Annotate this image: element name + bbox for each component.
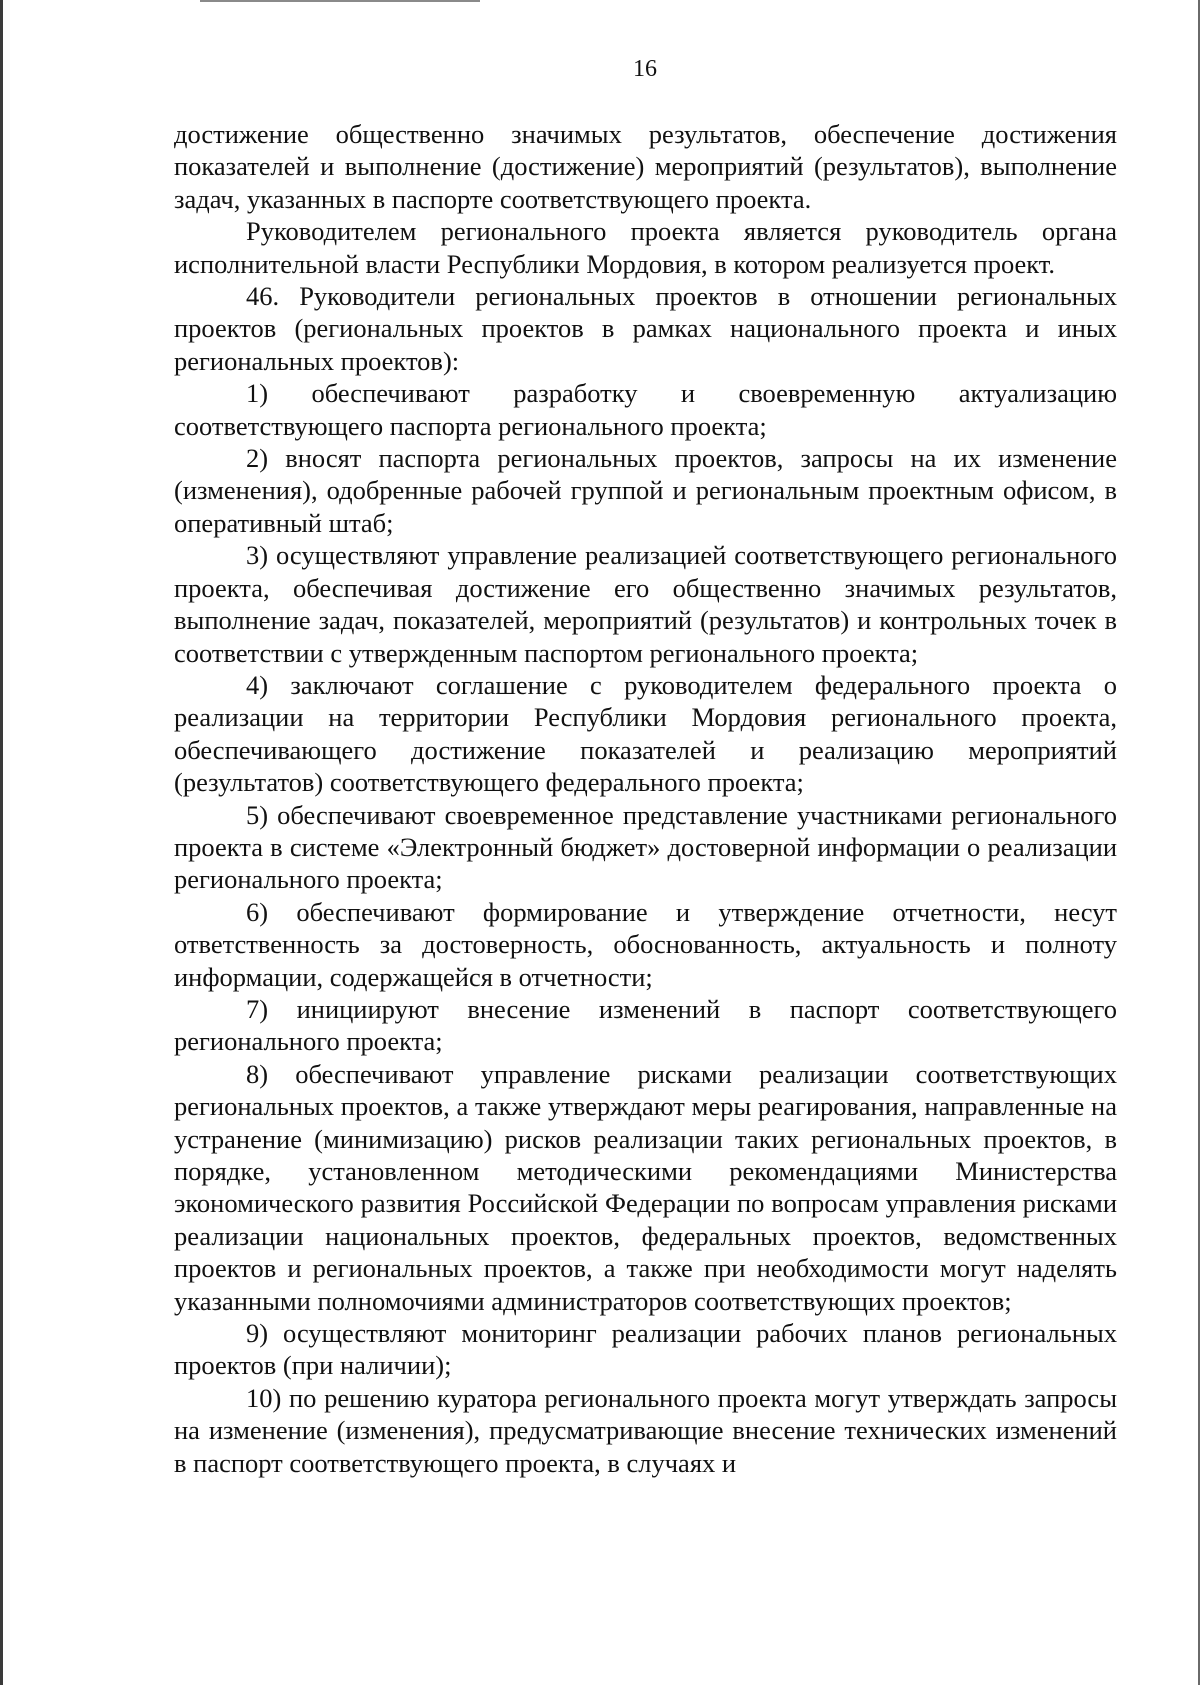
paragraph: 4) заключают соглашение с руководителем федерального проекта о реализации на территории Республики Мордовия регионального проекта, обеспечивающего достижение показателей и реализацию мероприятий (результатов) соответствующего федерального проекта; bbox=[174, 669, 1117, 798]
paragraph: 7) инициируют внесение изменений в паспорт соответствующего регионального проекта; bbox=[174, 993, 1117, 1057]
page-number: 16 bbox=[633, 56, 657, 82]
scan-edge-top bbox=[200, 0, 480, 2]
scan-edge-left bbox=[0, 0, 3, 1685]
paragraph: 10) по решению куратора регионального проекта могут утверждать запросы на изменение (изменения), предусматривающие внесение технических изменений в паспорт соответствующего проекта, в случаях и bbox=[174, 1382, 1117, 1478]
paragraph: 6) обеспечивают формирование и утверждение отчетности, несут ответственность за достоверность, обоснованность, актуальность и полноту информации, содержащейся в отчетности; bbox=[174, 896, 1117, 992]
paragraph: достижение общественно значимых результатов, обеспечение достижения показателей и выполнение (достижение) мероприятий (результатов), выполнение задач, указанных в паспорте соответствующего проекта. bbox=[174, 119, 1117, 214]
paragraph: Руководителем регионального проекта является руководитель органа исполнительной власти Республики Мордовия, в котором реализуется проект. bbox=[174, 216, 1117, 279]
document-body bbox=[174, 118, 1117, 1479]
paragraph: 9) осуществляют мониторинг реализации рабочих планов региональных проектов (при наличии); bbox=[174, 1318, 1117, 1381]
paragraph: 2) вносят паспорта региональных проектов, запросы на их изменение (изменения), одобренные рабочей группой и региональным проектным офисом, в оперативный штаб; bbox=[174, 443, 1117, 538]
paragraph: 46. Руководители региональных проектов в отношении региональных проектов (региональных проектов в рамках национального проекта и иных региональных проектов): bbox=[174, 281, 1117, 376]
paragraph: 1) обеспечивают разработку и своевременную актуализацию соответствующего паспорта регионального проекта; bbox=[174, 378, 1117, 441]
paragraph: 5) обеспечивают своевременное представление участниками регионального проекта в системе «Электронный бюджет» достоверной информации о реализации регионального проекта; bbox=[174, 799, 1117, 895]
paragraph: 3) осуществляют управление реализацией соответствующего регионального проекта, обеспечивая достижение его общественно значимых результатов, выполнение задач, показателей, мероприятий (результатов) и контрольных точек в соответствии с утвержденным паспортом регионального проекта; bbox=[174, 540, 1117, 668]
paragraph: 8) обеспечивают управление рисками реализации соответствующих региональных проектов, а также утверждают меры реагирования, направленные на устранение (минимизацию) рисков реализации таких региональных проектов, в порядке, установленном методическими рекомендациями Министерства экономического развития Российской Федерации по вопросам управления рисками реализации национальных проектов, федеральных проектов, ведомственных проектов и региональных проектов, а также при необходимости могут наделять указанными полномочиями администраторов соответствующих проектов; bbox=[174, 1058, 1117, 1316]
